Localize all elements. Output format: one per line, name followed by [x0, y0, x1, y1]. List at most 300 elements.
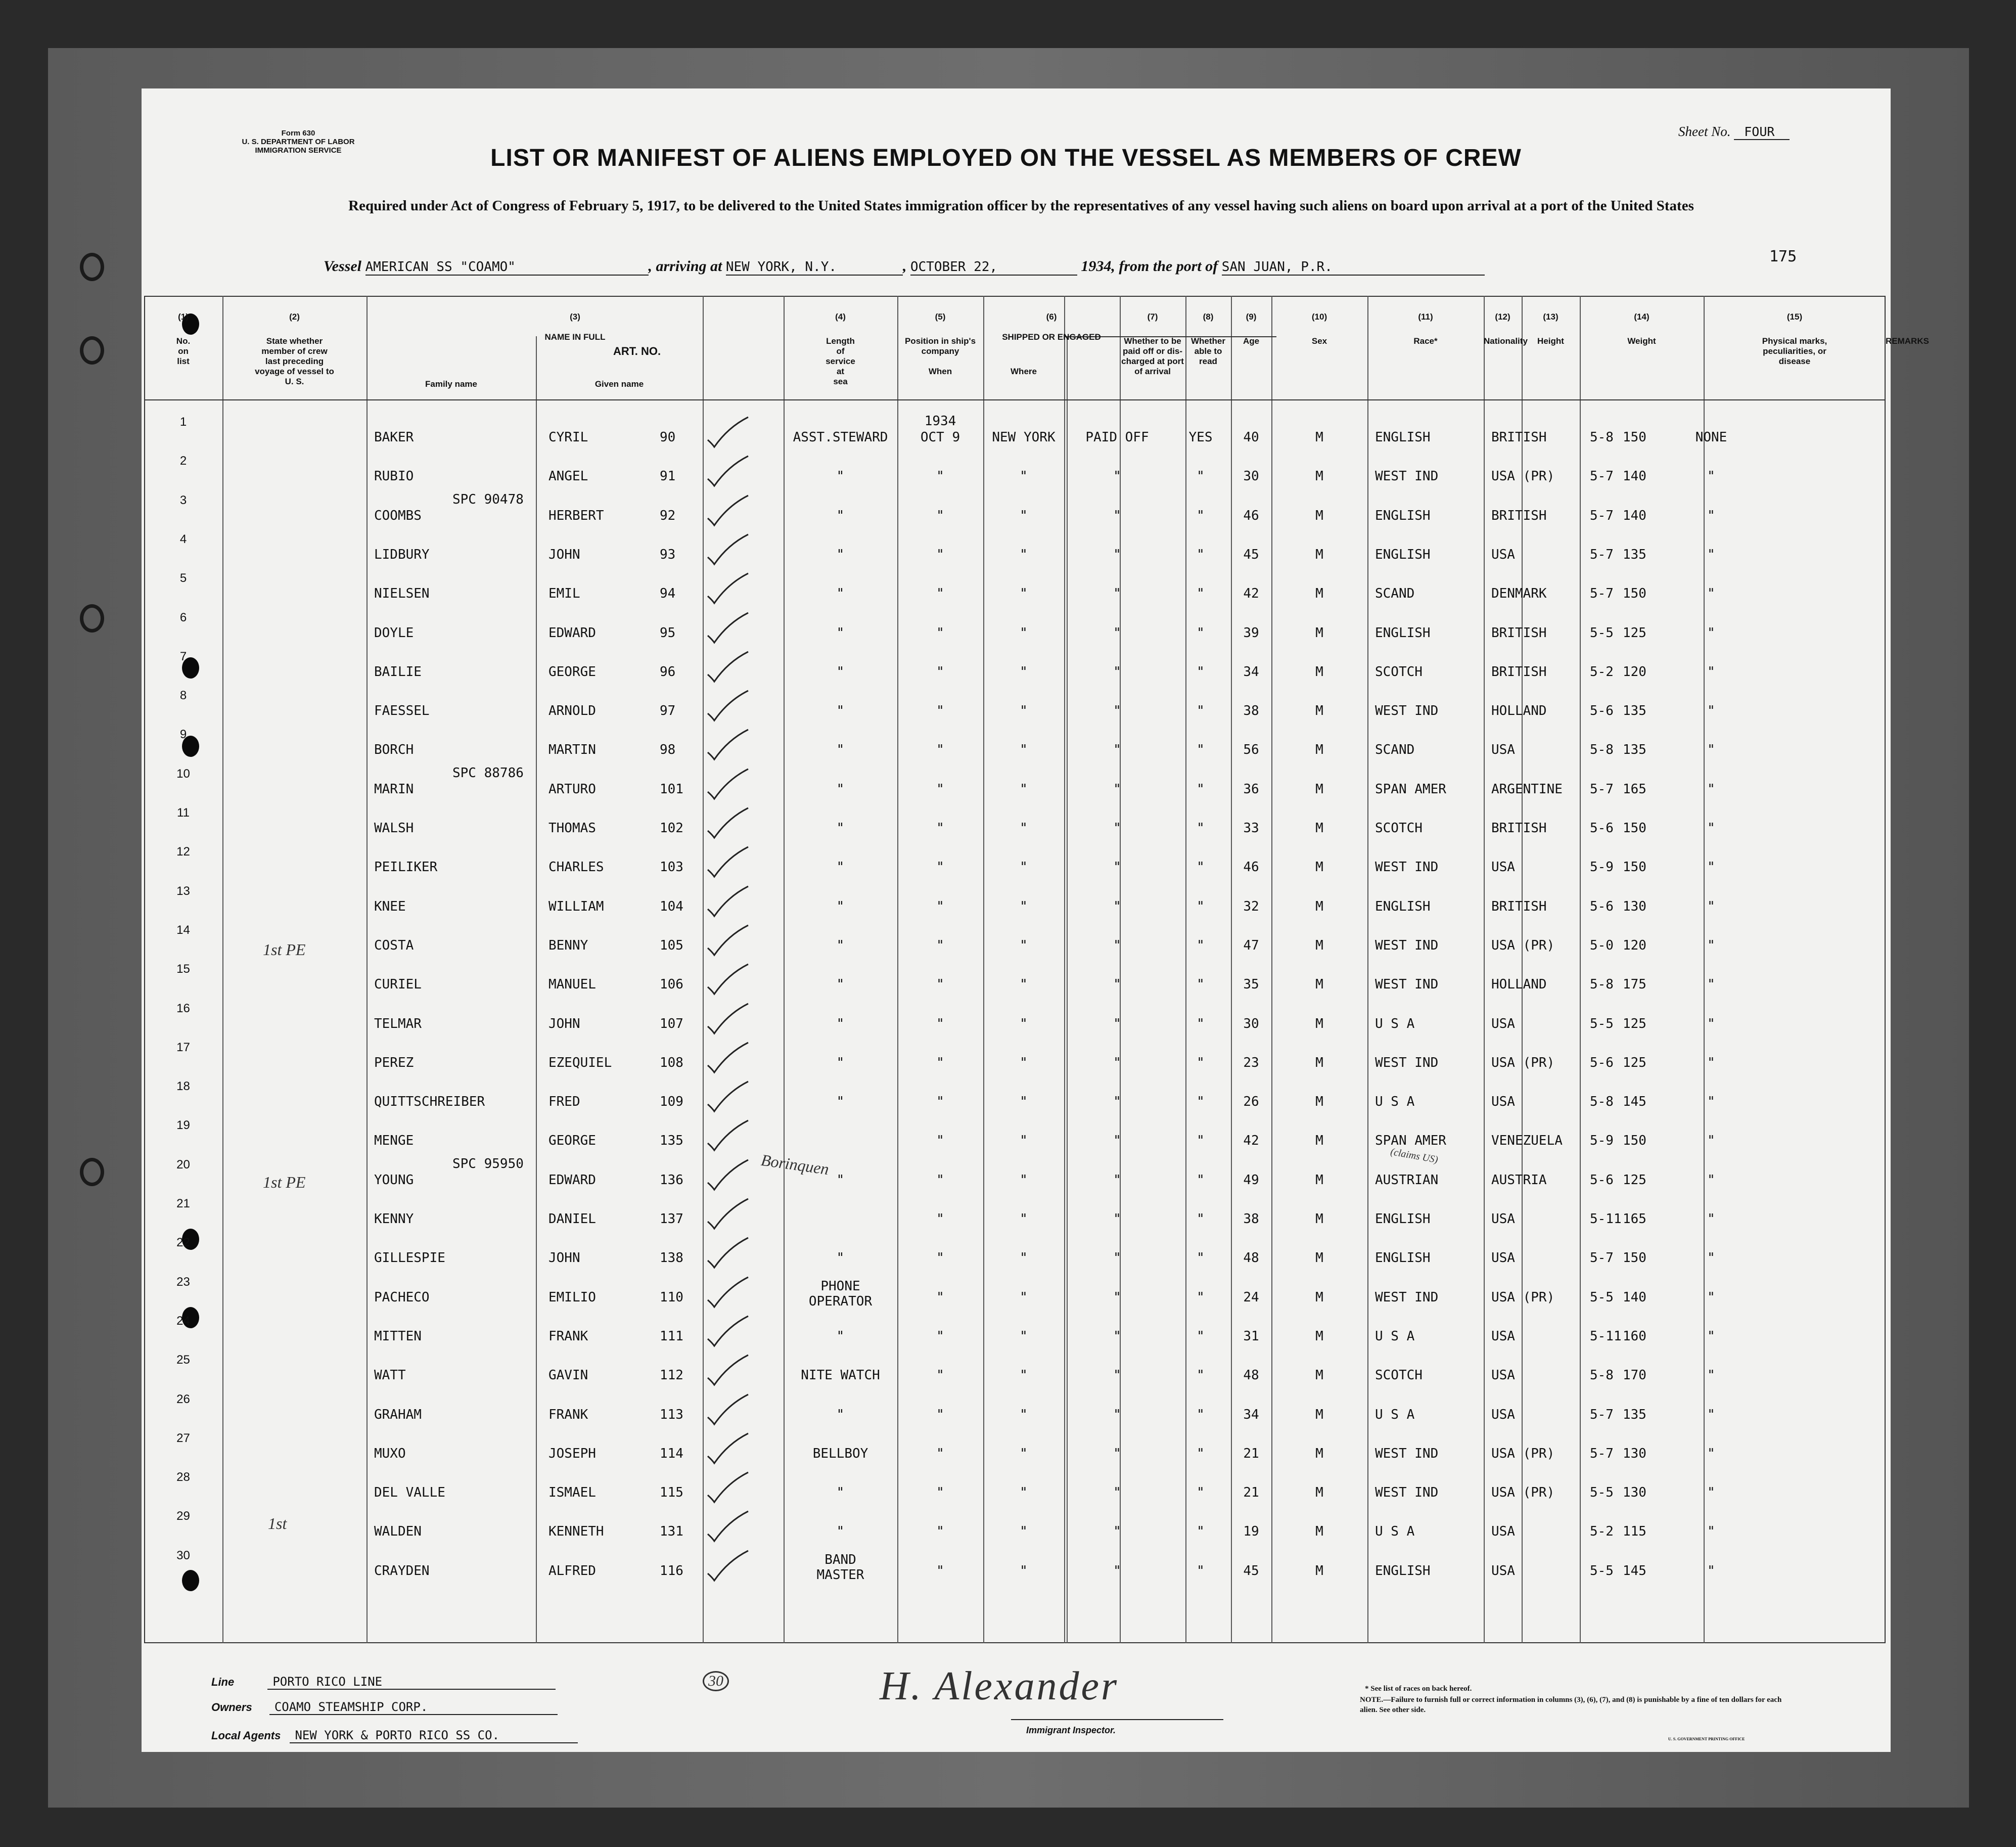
- weight: 145: [1623, 1094, 1646, 1110]
- header-rule: [144, 399, 1886, 400]
- ditto-mark: ": [1020, 937, 1028, 953]
- age: 30: [1243, 1016, 1259, 1031]
- given-name: EZEQUIEL: [548, 1055, 612, 1070]
- nationality: AUSTRIA: [1491, 1172, 1547, 1188]
- ditto-mark: ": [836, 1094, 845, 1110]
- check-mark-icon: [705, 1079, 751, 1114]
- art-number: 116: [660, 1563, 683, 1579]
- inspector-line: [1011, 1719, 1223, 1720]
- height: 5-7: [1590, 547, 1614, 562]
- check-mark-icon: [705, 767, 751, 802]
- age: 38: [1243, 703, 1259, 719]
- given-name: BENNY: [548, 937, 588, 953]
- family-name: BORCH: [374, 742, 414, 758]
- family-name: KENNY: [374, 1211, 414, 1227]
- position: BAND MASTER: [816, 1552, 864, 1583]
- ditto-mark: ": [936, 1368, 944, 1383]
- paid-off: PAID OFF: [1085, 430, 1149, 445]
- shipped-year: 1934: [924, 414, 956, 429]
- agents-label: Local Agents: [211, 1729, 281, 1742]
- family-name: YOUNG: [374, 1172, 414, 1188]
- spc-note: SPC 88786: [452, 765, 524, 781]
- ditto-mark: ": [936, 860, 944, 875]
- ditto-mark: ": [836, 860, 845, 875]
- ditto-mark: ": [936, 703, 944, 719]
- weight: 165: [1623, 781, 1646, 797]
- sex: M: [1315, 781, 1323, 797]
- column-divider: [1185, 296, 1186, 1643]
- nationality: USA (PR): [1491, 1485, 1555, 1501]
- ditto-mark: ": [836, 742, 845, 758]
- sex: M: [1315, 1446, 1323, 1461]
- height: 5-6: [1590, 1055, 1614, 1070]
- race: SCAND: [1375, 742, 1415, 758]
- art-number: 97: [660, 703, 676, 719]
- weight: 150: [1623, 1250, 1646, 1266]
- race: WEST IND: [1375, 860, 1439, 875]
- family-name: WALSH: [374, 821, 414, 836]
- weight: 150: [1623, 821, 1646, 836]
- sheet-label: Sheet No.: [1678, 124, 1731, 139]
- ditto-mark: ": [1113, 1328, 1121, 1344]
- sex: M: [1315, 937, 1323, 953]
- check-mark-icon: [705, 844, 751, 880]
- nationality: USA: [1491, 1563, 1515, 1579]
- weight: 125: [1623, 1172, 1646, 1188]
- sex: M: [1315, 508, 1323, 523]
- sex: M: [1315, 977, 1323, 993]
- ditto-mark: ": [936, 625, 944, 641]
- weight: 135: [1623, 1407, 1646, 1422]
- sex: M: [1315, 664, 1323, 680]
- subheader-where: Where: [1011, 367, 1037, 376]
- nationality: DENMARK: [1491, 586, 1547, 602]
- race: ENGLISH: [1375, 430, 1431, 445]
- height: 5-7: [1590, 1407, 1614, 1422]
- column-divider: [1231, 296, 1232, 1643]
- subheader-art-no: ART. NO.: [613, 345, 661, 357]
- ditto-mark: ": [1707, 586, 1715, 602]
- agents-value: NEW YORK & PORTO RICO SS CO.: [290, 1728, 578, 1743]
- ditto-mark: ": [1113, 1094, 1121, 1110]
- ditto-mark: ": [836, 1407, 845, 1422]
- check-mark-icon: [705, 454, 751, 489]
- column-number: (5): [935, 312, 946, 322]
- nationality: BRITISH: [1491, 821, 1547, 836]
- ditto-mark: ": [1197, 1211, 1205, 1227]
- check-mark-icon: [705, 493, 751, 528]
- art-number: 105: [660, 937, 683, 953]
- column-number: (6): [1046, 312, 1057, 322]
- ditto-mark: ": [836, 1250, 845, 1266]
- sex: M: [1315, 1407, 1323, 1422]
- sex: M: [1315, 1485, 1323, 1501]
- sex: M: [1315, 1250, 1323, 1266]
- race: ENGLISH: [1375, 1211, 1431, 1227]
- ditto-mark: ": [1707, 1407, 1715, 1422]
- sex: M: [1315, 625, 1323, 641]
- ditto-mark: ": [936, 977, 944, 993]
- nationality: USA: [1491, 1328, 1515, 1344]
- height: 5-8: [1590, 742, 1614, 758]
- column-divider: [366, 296, 368, 1643]
- ditto-mark: ": [836, 469, 845, 484]
- column-divider: [703, 296, 704, 1643]
- weight: 150: [1623, 1133, 1646, 1149]
- position: NITE WATCH: [801, 1368, 880, 1383]
- given-name: GAVIN: [548, 1368, 588, 1383]
- weight: 150: [1623, 430, 1646, 445]
- position: PHONE OPERATOR: [808, 1278, 873, 1309]
- age: 46: [1243, 508, 1259, 523]
- art-number: 104: [660, 898, 683, 914]
- nationality: USA: [1491, 1524, 1515, 1540]
- ditto-mark: ": [936, 1485, 944, 1501]
- check-mark-icon: [705, 1548, 751, 1584]
- ditto-mark: ": [1707, 1172, 1715, 1188]
- column-divider: [784, 296, 785, 1643]
- ditto-mark: ": [936, 1055, 944, 1070]
- ditto-mark: ": [1020, 898, 1028, 914]
- art-number: 138: [660, 1250, 683, 1266]
- ditto-mark: ": [1707, 937, 1715, 953]
- physical-marks: NONE: [1695, 430, 1727, 445]
- row-number: 1: [179, 415, 187, 429]
- check-mark-icon: [705, 1118, 751, 1153]
- row-number: 2: [179, 454, 187, 468]
- column-divider: [1271, 296, 1272, 1643]
- spc-note: SPC 95950: [452, 1156, 524, 1172]
- weight: 135: [1623, 742, 1646, 758]
- weight: 115: [1623, 1524, 1646, 1540]
- handwritten-prior-voyage: 1st: [268, 1514, 287, 1533]
- column-number: (2): [289, 312, 300, 322]
- ditto-mark: ": [936, 821, 944, 836]
- weight: 120: [1623, 664, 1646, 680]
- age: 49: [1243, 1172, 1259, 1188]
- ditto-mark: ": [1020, 1368, 1028, 1383]
- art-number: 106: [660, 977, 683, 993]
- ditto-mark: ": [936, 1407, 944, 1422]
- art-number: 92: [660, 508, 676, 523]
- ditto-mark: ": [1113, 664, 1121, 680]
- ditto-mark: ": [936, 1094, 944, 1110]
- nationality: VENEZUELA: [1491, 1133, 1563, 1149]
- ditto-mark: ": [1113, 586, 1121, 602]
- race: SCOTCH: [1375, 664, 1423, 680]
- sex: M: [1315, 1094, 1323, 1110]
- ditto-mark: ": [1020, 1094, 1028, 1110]
- ditto-mark: ": [1113, 742, 1121, 758]
- column-header: No. on list: [176, 336, 191, 366]
- ditto-mark: ": [1113, 1211, 1121, 1227]
- ditto-mark: ": [836, 898, 845, 914]
- age: 36: [1243, 781, 1259, 797]
- sex: M: [1315, 430, 1323, 445]
- family-name: GRAHAM: [374, 1407, 422, 1422]
- column-divider: [1484, 296, 1485, 1643]
- race: SCOTCH: [1375, 1368, 1423, 1383]
- nationality: USA: [1491, 860, 1515, 875]
- subheader-given-name: Given name: [594, 379, 644, 389]
- able-to-read: YES: [1188, 430, 1213, 445]
- ditto-mark: ": [1197, 1446, 1205, 1461]
- check-mark-icon: [705, 415, 751, 450]
- ditto-mark: ": [1113, 1172, 1121, 1188]
- sex: M: [1315, 742, 1323, 758]
- ditto-mark: ": [1197, 860, 1205, 875]
- sex: M: [1315, 1563, 1323, 1579]
- ditto-mark: ": [1197, 742, 1205, 758]
- ditto-mark: ": [1707, 703, 1715, 719]
- height: 5-5: [1590, 1016, 1614, 1031]
- nationality: BRITISH: [1491, 664, 1547, 680]
- given-name: MARTIN: [548, 742, 596, 758]
- races-note: * See list of races on back hereof.: [1365, 1685, 1472, 1693]
- age: 23: [1243, 1055, 1259, 1070]
- given-name: CYRIL: [548, 430, 588, 445]
- height: 5-7: [1590, 586, 1614, 602]
- ditto-mark: ": [1197, 508, 1205, 523]
- ditto-mark: ": [836, 703, 845, 719]
- age: 42: [1243, 586, 1259, 602]
- ditto-mark: ": [1707, 547, 1715, 562]
- form-identifier: Form 630 U. S. DEPARTMENT OF LABOR IMMIGRATION SERVICE: [242, 129, 355, 155]
- check-mark-icon: [705, 1275, 751, 1310]
- ditto-mark: ": [936, 1016, 944, 1031]
- nationality: USA (PR): [1491, 1289, 1555, 1305]
- check-mark-icon: [705, 1431, 751, 1466]
- sex: M: [1315, 821, 1323, 836]
- sex: M: [1315, 586, 1323, 602]
- age: 21: [1243, 1446, 1259, 1461]
- row-number: 20: [176, 1157, 190, 1172]
- height: 5-7: [1590, 1250, 1614, 1266]
- row-number: 30: [176, 1548, 190, 1562]
- family-name: QUITTSCHREIBER: [374, 1094, 485, 1110]
- check-mark-icon: [705, 532, 751, 567]
- page-title: LIST OR MANIFEST OF ALIENS EMPLOYED ON THE VESSEL AS MEMBERS OF CREW: [490, 145, 1522, 171]
- row-number: 15: [176, 962, 190, 976]
- ditto-mark: ": [936, 1563, 944, 1579]
- row-number: 26: [176, 1392, 190, 1406]
- family-name: PEREZ: [374, 1055, 414, 1070]
- column-divider: [536, 336, 537, 1643]
- family-name: MITTEN: [374, 1328, 422, 1344]
- row-number: 5: [179, 571, 187, 585]
- height: 5-8: [1590, 1094, 1614, 1110]
- ditto-mark: ": [1707, 781, 1715, 797]
- check-mark-icon: [705, 1353, 751, 1388]
- height: 5-7: [1590, 781, 1614, 797]
- given-name: JOHN: [548, 1250, 580, 1266]
- ditto-mark: ": [936, 547, 944, 562]
- ditto-mark: ": [836, 977, 845, 993]
- ditto-mark: ": [1113, 1289, 1121, 1305]
- handwritten-crew-count: 30: [703, 1671, 729, 1691]
- arriving-label: , arriving at: [648, 258, 722, 275]
- given-name: EMILIO: [548, 1289, 596, 1305]
- art-number: 93: [660, 547, 676, 562]
- age: 35: [1243, 977, 1259, 993]
- crew-manifest-table: [144, 296, 1886, 1643]
- footer-owners: [211, 1700, 558, 1715]
- check-mark-icon: [705, 1470, 751, 1505]
- art-number: 110: [660, 1289, 683, 1305]
- sex: M: [1315, 1524, 1323, 1540]
- check-mark-icon: [705, 571, 751, 606]
- height: 5-6: [1590, 1172, 1614, 1188]
- ditto-mark: ": [1020, 625, 1028, 641]
- weight: 120: [1623, 937, 1646, 953]
- column-header: Whether able to read: [1191, 336, 1225, 366]
- age: 30: [1243, 469, 1259, 484]
- nationality: HOLLAND: [1491, 703, 1547, 719]
- race: WEST IND: [1375, 937, 1439, 953]
- given-name: EDWARD: [548, 1172, 596, 1188]
- given-name: WILLIAM: [548, 898, 604, 914]
- owners-label: Owners: [211, 1701, 252, 1714]
- race: WEST IND: [1375, 469, 1439, 484]
- family-name: PACHECO: [374, 1289, 430, 1305]
- ditto-mark: ": [936, 742, 944, 758]
- ditto-mark: ": [1020, 1407, 1028, 1422]
- check-mark-icon: [705, 610, 751, 646]
- ditto-mark: ": [1197, 1172, 1205, 1188]
- row-number: 18: [176, 1079, 190, 1094]
- given-name: ARNOLD: [548, 703, 596, 719]
- race: WEST IND: [1375, 1289, 1439, 1305]
- race: WEST IND: [1375, 1485, 1439, 1501]
- sex: M: [1315, 898, 1323, 914]
- given-name: FRANK: [548, 1407, 588, 1422]
- column-divider: [1120, 296, 1121, 1643]
- ditto-mark: ": [1707, 1094, 1715, 1110]
- given-name: GEORGE: [548, 1133, 596, 1149]
- ditto-mark: ": [836, 664, 845, 680]
- ditto-mark: ": [836, 586, 845, 602]
- race: U S A: [1375, 1407, 1415, 1422]
- check-mark-icon: [705, 962, 751, 997]
- given-name: EMIL: [548, 586, 580, 602]
- ditto-mark: ": [936, 1211, 944, 1227]
- given-name: MANUEL: [548, 977, 596, 993]
- weight: 165: [1623, 1211, 1646, 1227]
- check-mark-icon: [705, 1040, 751, 1075]
- handwritten-position-note: Borinquen: [760, 1150, 831, 1179]
- ditto-mark: ": [1113, 1563, 1121, 1579]
- ditto-mark: ": [1020, 1446, 1028, 1461]
- ditto-mark: ": [836, 937, 845, 953]
- art-number: 115: [660, 1485, 683, 1501]
- row-number: 12: [176, 845, 190, 859]
- ditto-mark: ": [1020, 1328, 1028, 1344]
- ditto-mark: ": [936, 469, 944, 484]
- ditto-mark: ": [836, 781, 845, 797]
- ditto-mark: ": [1020, 469, 1028, 484]
- ditto-mark: ": [936, 898, 944, 914]
- table-border: [144, 296, 1886, 1643]
- race: U S A: [1375, 1328, 1415, 1344]
- ditto-mark: ": [1113, 547, 1121, 562]
- arrival-year: 1934: [1081, 258, 1112, 275]
- given-name: HERBERT: [548, 508, 604, 523]
- height: 5-5: [1590, 1563, 1614, 1579]
- race: ENGLISH: [1375, 1563, 1431, 1579]
- footer-line: [211, 1675, 556, 1690]
- column-divider: [1704, 296, 1705, 1643]
- ditto-mark: ": [1020, 664, 1028, 680]
- column-header: Nationality: [1484, 336, 1528, 346]
- ditto-mark: ": [1197, 586, 1205, 602]
- age: 34: [1243, 664, 1259, 680]
- binder-hole: [80, 336, 104, 365]
- ditto-mark: ": [1707, 860, 1715, 875]
- weight: 175: [1623, 977, 1646, 993]
- age: 21: [1243, 1485, 1259, 1501]
- column-divider: [983, 296, 984, 1643]
- ditto-mark: ": [1020, 1524, 1028, 1540]
- weight: 125: [1623, 625, 1646, 641]
- column-header: Weight: [1627, 336, 1656, 346]
- weight: 150: [1623, 860, 1646, 875]
- given-name: THOMAS: [548, 821, 596, 836]
- weight: 125: [1623, 1016, 1646, 1031]
- weight: 125: [1623, 1055, 1646, 1070]
- shipped-when: OCT 9: [920, 430, 960, 445]
- ditto-mark: ": [936, 1328, 944, 1344]
- art-number: 103: [660, 860, 683, 875]
- row-number: 16: [176, 1001, 190, 1015]
- height: 5-6: [1590, 898, 1614, 914]
- given-name: JOHN: [548, 1016, 580, 1031]
- column-number: (8): [1203, 312, 1214, 322]
- check-mark-icon: [705, 1509, 751, 1544]
- family-name: FAESSEL: [374, 703, 430, 719]
- art-number: 95: [660, 625, 676, 641]
- ditto-mark: ": [1020, 977, 1028, 993]
- ditto-mark: ": [1020, 508, 1028, 523]
- sex: M: [1315, 1172, 1323, 1188]
- column-number: (10): [1311, 312, 1327, 322]
- ditto-mark: ": [1113, 821, 1121, 836]
- ditto-mark: ": [1113, 1485, 1121, 1501]
- ditto-mark: ": [1707, 1016, 1715, 1031]
- nationality: USA: [1491, 547, 1515, 562]
- ditto-mark: ": [1707, 1289, 1715, 1305]
- sex: M: [1315, 1016, 1323, 1031]
- ditto-mark: ": [1197, 781, 1205, 797]
- art-number: 98: [660, 742, 676, 758]
- check-mark-icon: [705, 805, 751, 841]
- sex: M: [1315, 703, 1323, 719]
- height: 5-11: [1590, 1328, 1622, 1344]
- inspector-label: Immigrant Inspector.: [1026, 1725, 1116, 1735]
- family-name: KNEE: [374, 898, 406, 914]
- family-name: PEILIKER: [374, 860, 438, 875]
- column-header: Race*: [1413, 336, 1438, 346]
- height: 5-5: [1590, 625, 1614, 641]
- art-number: 101: [660, 781, 683, 797]
- row-number: 14: [176, 923, 190, 937]
- check-mark-icon: [705, 1314, 751, 1349]
- row-number: 7: [179, 649, 187, 663]
- row-number: 3: [179, 493, 187, 507]
- nationality: USA: [1491, 742, 1515, 758]
- nationality: BRITISH: [1491, 625, 1547, 641]
- column-divider: [1367, 296, 1368, 1643]
- race: ENGLISH: [1375, 1250, 1431, 1266]
